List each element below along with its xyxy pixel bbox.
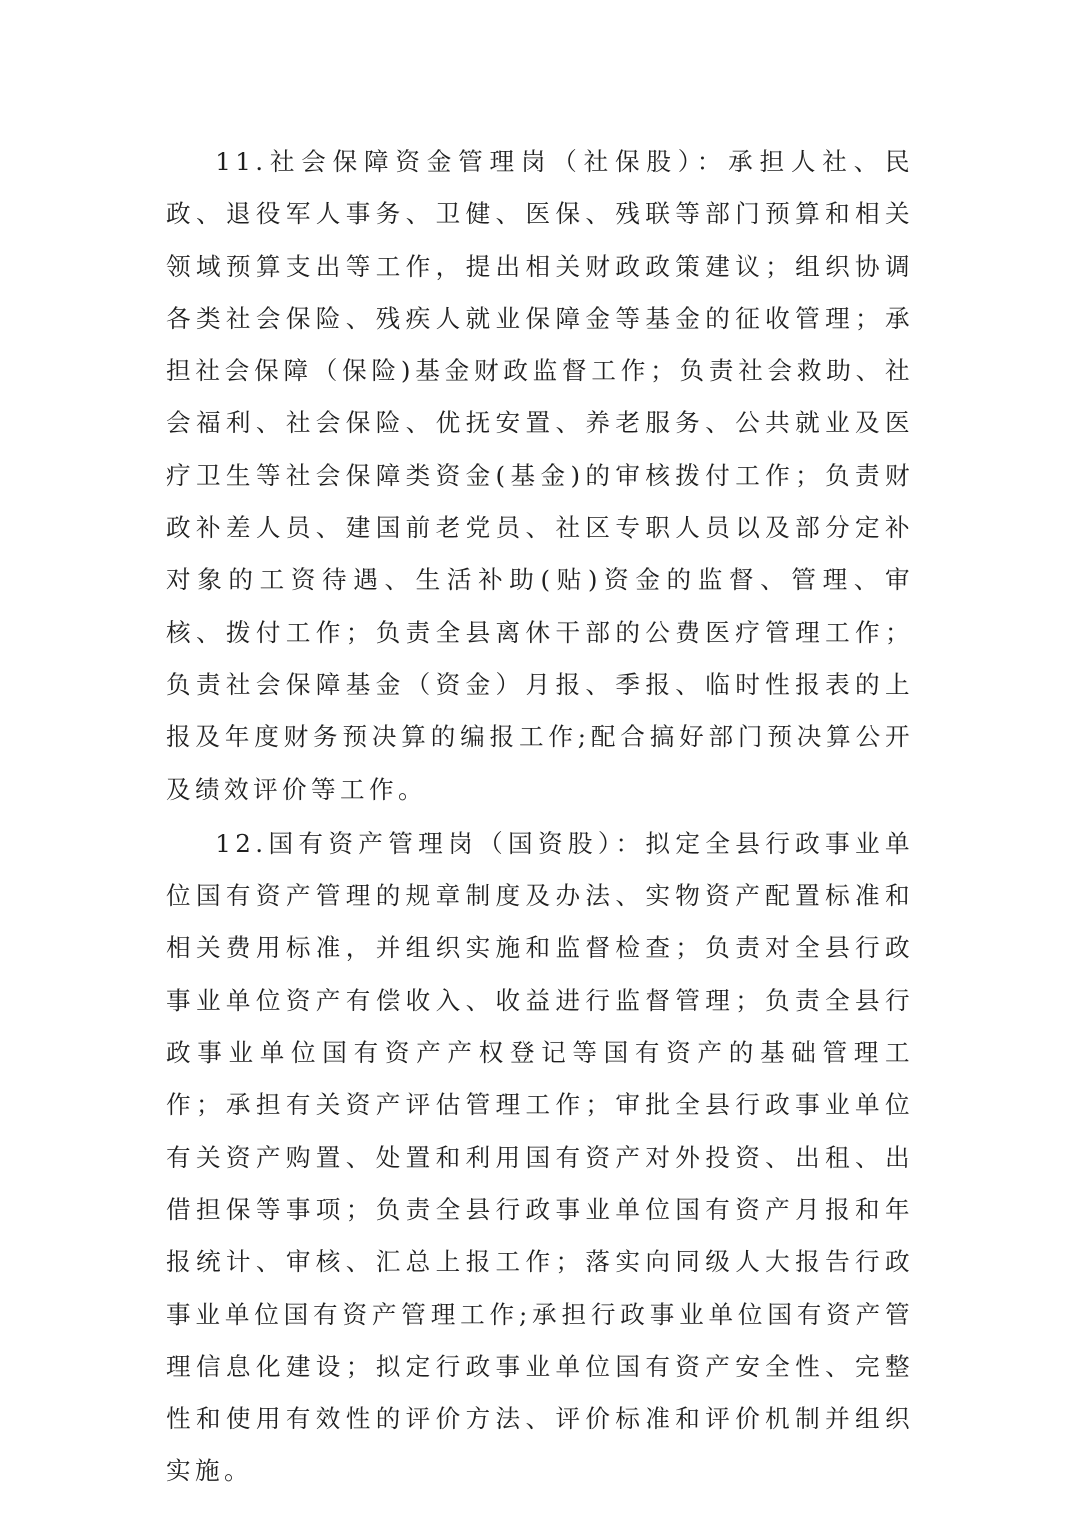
document-body: [166, 136, 914, 1498]
paragraph-social-security-fund-post: 11.社会保障资金管理岗（社保股）：承担人社、民政、退役军人事务、卫健、医保、残联等部门预算和相关领域预算支出等工作，提出相关财政政策建议；组织协调各类社会保险、残疾人就业保障金等基金的征收管理；承担社会保障（保险)基金财政监督工作；负责社会救助、社会福利、社会保险、优抚安置、养老服务、公共就业及医疗卫生等社会保障类资金(基金)的审核拨付工作；负责财政补差人员、建国前老党员、社区专职人员以及部分定补对象的工资待遇、生活补助(贴)资金的监督、管理、审核、拨付工作；负责全县离休干部的公费医疗管理工作；负责社会保障基金（资金）月报、季报、临时性报表的上报及年度财务预决算的编报工作;配合搞好部门预决算公开及绩效评价等工作。: [166, 147, 914, 804]
paragraph-state-assets-post: 12.国有资产管理岗（国资股）：拟定全县行政事业单位国有资产管理的规章制度及办法、实物资产配置标准和相关费用标准，并组织实施和监督检查；负责对全县行政事业单位资产有偿收入、收益进行监督管理；负责全县行政事业单位国有资产产权登记等国有资产的基础管理工作；承担有关资产评估管理工作；审批全县行政事业单位有关资产购置、处置和利用国有资产对外投资、出租、出借担保等事项；负责全县行政事业单位国有资产月报和年报统计、审核、汇总上报工作；落实向同级人大报告行政事业单位国有资产管理工作;承担行政事业单位国有资产管理信息化建设；拟定行政事业单位国有资产安全性、完整性和使用有效性的评价方法、评价标准和评价机制并组织实施。: [166, 828, 914, 1486]
